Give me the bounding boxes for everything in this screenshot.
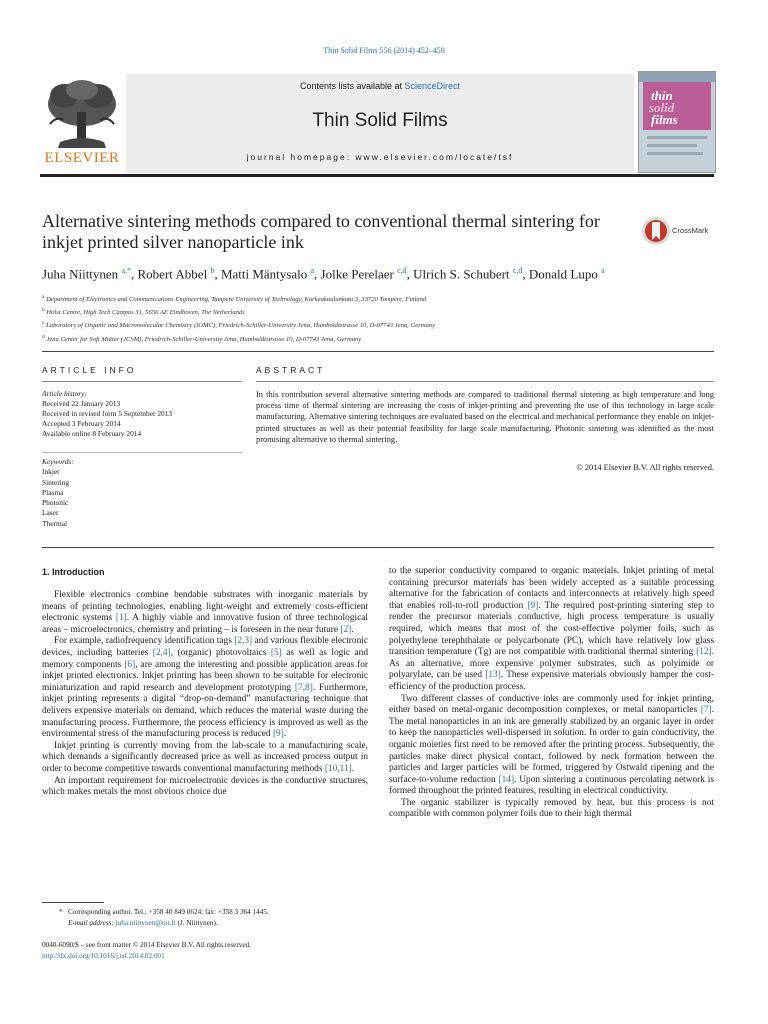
history-accepted: Accepted 3 February 2014 bbox=[42, 419, 121, 428]
issn-line: 0040-6090/$ – see front matter © 2014 Elsevier B.V. All rights reserved. bbox=[42, 941, 251, 949]
citation-link[interactable]: [7] bbox=[700, 705, 712, 716]
header-rule bbox=[40, 174, 714, 177]
citation-link[interactable]: [2] bbox=[340, 624, 352, 635]
affiliation-key: c bbox=[42, 320, 45, 327]
journal-cover-art-icon bbox=[639, 72, 715, 172]
paragraph-text: . These expensive materials obviously hamper the cost-efficiency of the production process. bbox=[389, 670, 715, 692]
contents-line bbox=[126, 81, 634, 91]
affiliation-item bbox=[42, 332, 722, 345]
section-heading-introduction: 1. Introduction bbox=[42, 567, 105, 577]
affiliation-item bbox=[42, 292, 722, 305]
abstract-rule bbox=[256, 381, 714, 382]
article-history bbox=[42, 389, 242, 439]
article-info-rule bbox=[42, 381, 242, 382]
keyword-item: Sintering bbox=[42, 477, 70, 487]
body-paragraph bbox=[389, 566, 714, 694]
paragraph-text: . As an alternative, more expensive polymer substrates, such as polyimide or polyarylate, can be used bbox=[389, 647, 714, 681]
author-affiliation-marker[interactable]: a bbox=[601, 266, 605, 275]
svg-text:solid: solid bbox=[649, 100, 675, 115]
keyword-item: Plasma bbox=[42, 487, 64, 497]
paragraph-text: Inkjet printing is currently moving from the lab-scale to a manufacturing scale, which demands a significantly decreased price as well as increased process output in order to become competitive towards conventional manufacturing methods bbox=[42, 740, 368, 774]
journal-title: Thin Solid Films bbox=[312, 110, 448, 131]
citation-link[interactable]: [9] bbox=[527, 600, 539, 611]
footnote-line bbox=[42, 907, 368, 918]
affiliation-text: Laboratory of Organic and Macromolecular Chemistry (IOMC), Friedrich-Schiller-University Jena, Humboldtstrasse 10, D-07743 Jena, Germany bbox=[44, 322, 436, 330]
sciencedirect-link[interactable]: ScienceDirect bbox=[404, 81, 461, 91]
author-affiliation-marker[interactable]: c,d bbox=[512, 266, 523, 275]
crossmark-icon bbox=[641, 216, 671, 246]
paragraph-text: , are among the interesting and possible application areas for inkjet printed electronics. Inkjet printing has been shown to be suitable for electronic miniaturization and rapid research and development prototyping bbox=[42, 659, 368, 693]
citation-link[interactable]: [2,4] bbox=[152, 647, 171, 658]
paragraph-text: Flexible electronics combine bendable substrates with inorganic materials by means of printing technologies, enabling light-weight and extremely costs-efficient electronic systems bbox=[42, 590, 368, 624]
journal-homepage-line[interactable]: journal homepage: www.elsevier.com/locate/tsf bbox=[246, 152, 514, 162]
body-column-left bbox=[42, 590, 368, 799]
author-name: Donald Lupo bbox=[528, 266, 598, 282]
abstract-heading: ABSTRACT bbox=[256, 365, 326, 375]
affiliation-item bbox=[42, 305, 722, 318]
author-name: Jolke Perelaer bbox=[320, 266, 394, 282]
body-paragraph bbox=[389, 798, 714, 821]
journal-cover-image[interactable] bbox=[638, 71, 716, 173]
body-paragraph bbox=[42, 741, 368, 776]
citation-link[interactable]: [14] bbox=[498, 774, 515, 785]
citation-link[interactable]: [9] bbox=[272, 729, 284, 740]
history-revised: Received in revised form 5 September 2013 bbox=[42, 409, 173, 418]
paragraph-text: . The metal nanoparticles in an ink are generally stabilized by an organic layer in order to keep the nanoparticles well-dispersed in solution. In order to gain conductivity, the organic moieties first need to be removed after the printing process. Subsequently, the particles make direct physical contact, followed by neck formation between the particles and larger particles will be formed, triggered by Ostwald ripening and the surface-to-volume reduction bbox=[389, 705, 714, 785]
keywords-label: Keywords: bbox=[42, 457, 74, 466]
keyword-item: Thermal bbox=[42, 518, 68, 528]
paragraph-text: . The required post-printing sintering step to render the precursor materials conductive, high process temperature is usually required, which means that most of the cost-effective polymer foils, such as polyethylene terephthalate or polycarbonate (PC), which have relatively low glass transition temperature (Tg) are not compatible with traditional thermal sintering bbox=[389, 600, 714, 658]
journal-reference-link[interactable]: Thin Solid Films 556 (2014) 452–459 bbox=[323, 46, 445, 55]
paragraph-text: . Furthermore, inkjet printing represents a digital “drop-on-demand” manufacturing technique that delivers expensive materials on demand, which reduces the material waste during the manufacturing process. Furthermore, the process efficiency is improved as well as the environmental stress of the manufacturing process is reduced bbox=[42, 682, 368, 740]
citation-link[interactable]: [2,3] bbox=[234, 636, 253, 647]
email-label: E-mail address: bbox=[68, 918, 114, 927]
author-name: Juha Niittynen bbox=[42, 266, 119, 282]
paragraph-text: . Upon sintering a continuous percolating network is formed throughout the printed features, resulting in electrical conductivity. bbox=[389, 774, 714, 797]
affiliation-item bbox=[42, 318, 722, 331]
email-link[interactable]: juha.niittynen@tut.fi bbox=[115, 918, 176, 927]
affiliation-text: Jena Center for Soft Matter (JCSM), Friedrich-Schiller-University Jena, Humboldtstrasse 10, D-07743 Jena, Germany bbox=[44, 335, 362, 343]
body-paragraph bbox=[42, 636, 368, 740]
contents-prefix: Contents lists available at bbox=[299, 81, 405, 91]
author-affiliation-marker[interactable]: a,* bbox=[121, 266, 131, 275]
paragraph-text: as well as logic and memory components bbox=[42, 647, 368, 670]
article-history-label: Article history: bbox=[42, 389, 87, 398]
article-info-heading: ARTICLE INFO bbox=[42, 365, 137, 375]
footnote-email-line bbox=[42, 918, 368, 929]
corresponding-author-text: Corresponding author. Tel.: +358 40 849 0624; fax: +358 3 364 1445. bbox=[67, 908, 269, 916]
footnote-marker: * bbox=[59, 908, 63, 916]
keyword-item: Photonic bbox=[42, 498, 69, 508]
citation-link[interactable]: [6] bbox=[124, 659, 136, 670]
author-list: Juha Niittynen $^{a,*}$, Robert Abbel $^b$, Matti Mäntysalo $^a$, Jolke Perelaer $^{c,d}$, Ulrich S. Schubert $^{c,d}$, Donald Lupo $^a$ bbox=[42, 266, 605, 282]
author-affiliation-marker[interactable]: c,d bbox=[397, 266, 407, 275]
keyword-item: Laser bbox=[42, 508, 59, 518]
body-column-right bbox=[389, 566, 714, 821]
paragraph-text: For example, radiofrequency identification tags bbox=[54, 636, 235, 647]
author-affiliation-marker[interactable]: a bbox=[310, 266, 315, 275]
section-divider bbox=[42, 351, 714, 352]
author-affiliation-marker[interactable]: b bbox=[210, 266, 215, 275]
paragraph-text: . bbox=[351, 763, 355, 774]
affiliation-key: a bbox=[42, 294, 45, 300]
history-received: Received 22 January 2013 bbox=[42, 399, 121, 408]
keyword-item: Inkjet bbox=[42, 467, 60, 477]
doi-link[interactable]: http://dx.doi.org/10.1016/j.tsf.2014.02.001 bbox=[42, 952, 165, 960]
author-name: Matti Mäntysalo bbox=[220, 266, 308, 282]
corresponding-author-footnote bbox=[42, 907, 368, 928]
citation-link[interactable]: [7,8] bbox=[294, 682, 313, 693]
paragraph-text: . bbox=[351, 624, 354, 635]
paragraph-text: An important requirement for microelectronic devices is the conductive structures, which makes metals the most obvious choice due bbox=[42, 775, 368, 798]
affiliation-list bbox=[42, 292, 722, 345]
svg-text:thin: thin bbox=[651, 88, 673, 103]
citation-link[interactable]: [1] bbox=[115, 613, 127, 624]
citation-link[interactable]: [5] bbox=[270, 647, 282, 658]
email-suffix: (J. Niittynen). bbox=[175, 918, 218, 927]
affiliation-text: Department of Electronics and Communications Engineering, Tampere University of Technology, Korkeakoulunkatu 3, 33720 Tampere, Finland bbox=[44, 296, 427, 304]
section-divider bbox=[42, 547, 714, 548]
affiliation-key: d bbox=[42, 333, 45, 340]
paragraph-text: to the superior conductivity compared to organic materials. Inkjet printing of metal containing precursor materials has been widely accepted as a suitable processing alternative for the fabrication of contacts and interconnects at relatively high speed that enables roll-to-roll production bbox=[389, 566, 714, 611]
keywords-rule bbox=[42, 452, 242, 453]
paragraph-text: . A highly viable and innovative fusion of three technological areas – microelectronics, chemistry and printing – is foreseen in the near future bbox=[42, 613, 368, 635]
paragraph-text: and various flexible electronic devices, including batteries bbox=[42, 636, 368, 658]
citation-link[interactable]: [13] bbox=[485, 670, 501, 681]
paragraph-text: . bbox=[283, 729, 287, 740]
paragraph-text: , (organic) photovoltaics bbox=[170, 647, 271, 658]
affiliation-key: b bbox=[42, 307, 45, 314]
keyword-list bbox=[42, 457, 242, 529]
body-paragraph bbox=[389, 694, 714, 798]
crossmark-badge[interactable] bbox=[641, 216, 721, 246]
citation-link[interactable]: [10,11] bbox=[324, 763, 352, 774]
paragraph-text: The organic stabilizer is typically removed by heat, but this process is not compatible with common polymer foils due to their high thermal bbox=[389, 797, 714, 820]
body-paragraph bbox=[42, 590, 368, 636]
paragraph-text: Two different classes of conductive inks are commonly used for inkjet printing, either based on metal-organic decomposition complexes, or metal nanoparticles bbox=[389, 693, 714, 716]
issn-block bbox=[42, 940, 442, 962]
abstract-text: In this contribution several alternative sintering methods are compared to traditional thermal sintering as high temperature and long process time of thermal sintering are increasing the costs of inkjet-printing and preventing the use of this technology in large scale manufacturing. Alternative sintering techniques are evaluated based on the electrical and mechanical performance they enable on inkjet-printed structures as well as their potential feasibility for large scale manufacturing. Photonic sintering was identified as the most promising alternative to thermal sintering. bbox=[256, 390, 714, 444]
abstract-copyright: © 2014 Elsevier B.V. All rights reserved. bbox=[576, 463, 714, 472]
footnote-rule bbox=[42, 902, 104, 903]
elsevier-wordmark: ELSEVIER bbox=[44, 150, 120, 166]
article-title: Alternative sintering methods compared to conventional thermal sintering for inkjet printed silver nanoparticle ink bbox=[42, 211, 600, 252]
citation-link[interactable]: [12] bbox=[696, 647, 712, 658]
history-online: Available online 8 February 2014 bbox=[42, 429, 142, 438]
author-name: Ulrich S. Schubert bbox=[413, 266, 510, 282]
body-paragraph bbox=[42, 776, 368, 799]
svg-text:films: films bbox=[651, 112, 678, 127]
author-name: Robert Abbel bbox=[137, 266, 208, 282]
crossmark-label: CrossMark bbox=[672, 226, 709, 235]
affiliation-text: Holst Centre, High Tech Campus 31, 5656 AE Eindhoven, The Netherlands bbox=[44, 309, 245, 317]
